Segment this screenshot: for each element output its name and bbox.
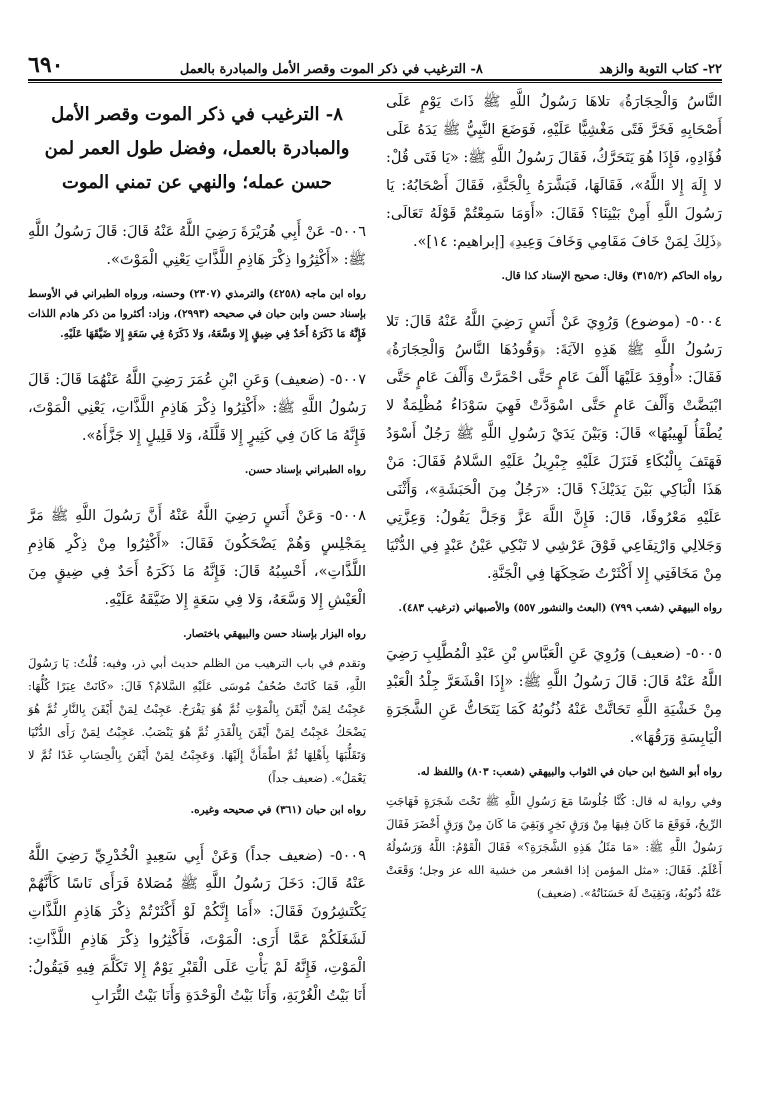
hadith-5005: ٥٠٠٥- (ضعيف) وَرُوِيَ عَنِ الْعَبَّاسِ بْنِ عَبْدِ الْمُطَّلِبِ رَضِيَ اللَّهُ عَنْهُ قَالَ: قَالَ رَسُولُ اللَّهِ ﷺ: «إِذَا اقْشَعَرَّ جِلْدُ الْعَبْدِ مِنْ خَشْيَةِ اللَّهِ تَحَاتَّتْ عَنْهُ ذُنُوبُهُ كَمَا يَتَحَاتُّ عَنِ الشَّجَرَةِ الْيَابِسَةِ وَرَقُهَا».	[386, 646, 722, 746]
chapter-title: ٨- الترغيب في ذكر الموت وقصر الأمل والمبادرة بالعمل، وفضل طول العمر لمن حسن عمله؛ والنهي عن تمني الموت	[44, 104, 350, 193]
spacer	[28, 828, 366, 842]
hadith-5007: ٥٠٠٧- (ضعيف) وَعَنِ ابْنِ عُمَرَ رَضِيَ اللَّهُ عَنْهُمَا قَالَ: قَالَ رَسُولُ اللَّهِ ﷺ: «أَكْثِرُوا ذِكْرَ هَاذِمِ اللَّذَّاتِ، يَعْنِي الْمَوْتَ، فَإِنَّهُ مَا كَانَ فِي كَثِيرٍ إِلا قَلَّلَهُ، وَلا قَلِيلٍ إِلا جَزَّأَهُ».	[28, 372, 366, 444]
hadith-5004-source: رواه البيهقي (شعب ٧٩٩) (البعث والنشور ٥٥٧) والأصبهاني (ترغيب ٤٨٣).	[398, 602, 722, 614]
running-header	[28, 50, 722, 76]
spacer	[386, 626, 722, 640]
hadith-5003-continued: النَّاسُ وَالْحِجَارَةُ﴾ تلاهَا رَسُولُ اللَّهِ ﷺ ذَاتَ يَوْمٍ عَلَى أَصْحَابِهِ فَخَرَّ فَتًى مَغْشِيًّا عَلَيْهِ، فَوَضَعَ النَّبِيُّ ﷺ يَدَهُ عَلَى فُؤَادِهِ، فَإِذَا هُوَ يَتَحَرَّكُ، فَقَالَ رَسُولُ اللَّهِ ﷺ: «يَا فَتَى قُلْ: لا إِلَهَ إِلا اللَّهُ»، فَقَالَهَا، فَبَشَّرَهُ بِالْجَنَّةِ، فَقَالَ أَصْحَابُهُ: يَا رَسُولَ اللَّهِ أَمِنْ بَيْنِنَا؟ فَقَالَ: «أَوَمَا سَمِعْتُمْ قَوْلَهُ تَعَالَى: ﴿ذَلِكَ لِمَنْ خَافَ مَقَامِي وَخَافَ وَعِيدِ﴾ [إبراهيم: ١٤]».	[386, 94, 722, 250]
hadith-5008-source: رواه البزار بإسناد حسن والبيهقي باختصار.	[183, 628, 366, 640]
hadith-5003-source: رواه الحاكم (٣١٥/٢) وقال: صحيح الإسناد كذا قال.	[501, 270, 722, 282]
hadith-5005-source: رواه أبو الشيخ ابن حبان في الثواب والبيهقي (شعب: ٨٠٣) واللفظ له.	[417, 766, 722, 778]
right-column	[386, 88, 722, 1100]
running-header-section: ٨- الترغيب في ذكر الموت وقصر الأمل والمبادرة بالعمل	[179, 62, 483, 77]
hadith-5006-source: رواه ابن ماجه (٤٢٥٨) والترمذي (٢٣٠٧) وحسنه، ورواه الطبراني في الأوسط بإسناد حسن وابن حبان في صحيحه (٢٩٩٣)، وزاد: أكثروا من ذكر هادم اللذات فَإِنَّهُ مَا ذَكَرَهُ أَحَدٌ فِي ضِيقٍ إِلا وَسَّعَهُ، وَلا ذَكَرَهُ فِي سَعَةٍ إِلا ضَيَّقَهَا عَلَيْهِ.	[28, 288, 366, 340]
hadith-5004: ٥٠٠٤- (موضوع) وَرُوِيَ عَنْ أَنَسٍ رَضِيَ اللَّهُ عَنْهُ قَالَ: تَلا رَسُولُ اللَّهِ ﷺ هَذِهِ الآيَةَ: ﴿وَقُودُهَا النَّاسُ وَالْحِجَارَةُ﴾ فَقَالَ: «أُوقِدَ عَلَيْهَا أَلْفَ عَامٍ حَتَّى احْمَرَّتْ وَأَلْفَ عَامٍ حَتَّى ابْيَضَّتْ وَأَلْفَ عَامٍ حَتَّى اسْوَدَّتْ فَهِيَ سَوْدَاءُ مُظْلِمَةٌ لا يُطْفَأُ لَهِيبُهَا» قَالَ: وَبَيْنَ يَدَيْ رَسُولِ اللَّهِ ﷺ رَجُلٌ أَسْوَدُ فَهَتَفَ بِالْبُكَاءِ فَنَزَلَ عَلَيْهِ جِبْرِيلُ عَلَيْهِ السَّلامُ فَقَالَ: مَنْ هَذَا الْبَاكِي بَيْنَ يَدَيْكَ؟ قَالَ: «رَجُلٌ مِنَ الْحَبَشَةِ»، وَأَثْنَى عَلَيْهِ مَعْرُوفًا، قَالَ: فَإِنَّ اللَّهَ عَزَّ وَجَلَّ يَقُولُ: وَعِزَّتِي وَجَلالِي وَارْتِفَاعِي فَوْقَ عَرْشِي لا تَبْكِي عَيْنُ عَبْدٍ فِي الدُّنْيَا مِنْ مَخَافَتِي إِلا أَكْثَرْتُ ضَحِكَهَا فِي الْجَنَّةِ.	[386, 314, 722, 582]
header-rule-thin	[28, 82, 722, 83]
spacer	[28, 488, 366, 502]
header-rule	[28, 79, 722, 81]
hadith-5006: ٥٠٠٦- عَنْ أَبِي هُرَيْرَةَ رَضِيَ اللَّهُ عَنْهُ قَالَ: قَالَ رَسُولُ اللَّهِ ﷺ: «أَكْثِرُوا ذِكْرَ هَاذِمِ اللَّذَّاتِ يَعْنِي الْمَوْتَ».	[28, 224, 366, 268]
hadith-5008-note: وتقدم في باب الترهيب من الظلم حديث أبي ذر، وفيه: قُلْتُ: يَا رَسُولَ اللَّهِ، فَمَا كَانَتْ صُحُفُ مُوسَى عَلَيْهِ السَّلامُ؟ قَالَ: «كَانَتْ عِبَرًا كُلُّهَا: عَجِبْتُ لِمَنْ أَيْقَنَ بِالْمَوْتِ ثُمَّ هُوَ يَفْرَحُ. عَجِبْتُ لِمَنْ أَيْقَنَ بِالنَّارِ ثُمَّ هُوَ يَضْحَكُ عَجِبْتُ لِمَنْ أَيْقَنَ بِالْقَدَرِ ثُمَّ هُوَ يَنْصَبُ. عَجِبْتُ لِمَنْ رَأَى الدُّنْيَا وَتَقَلُّبَهَا بِأَهْلِهَا ثُمَّ اطْمَأَنَّ إِلَيْهَا. وَعَجِبْتُ لِمَنْ أَيْقَنَ بِالْحِسَابِ غَدًا ثُمَّ لا يَعْمَلُ». (ضعيف جداً)	[28, 656, 366, 785]
running-header-chapter: ٢٢- كتاب التوبة والزهد	[599, 62, 722, 77]
spacer	[386, 294, 722, 308]
hadith-5005-variant: وفي رواية له قال: كُنَّا جُلُوسًا مَعَ رَسُولِ اللَّهِ ﷺ تَحْتَ شَجَرَةٍ فَهَاجَتِ الرِّيحُ، فَوَقَعَ مَا كَانَ فِيهَا مِنْ وَرَقٍ نَخِرٍ وَبَقِيَ مَا كَانَ مِنْ وَرَقٍ أَخْضَرَ فَقَالَ رَسُولُ اللَّهِ ﷺ: «مَا مَثَلُ هَذِهِ الشَّجَرَةِ؟» فَقَالَ الْقَوْمُ: اللَّهُ وَرَسُولُهُ أَعْلَمُ. فَقَالَ: «مثل المؤمن إذا اقشعر من خشية الله عز وجل؛ وَقَعَتْ عَنْهُ ذُنُوبُهُ، وَبَقِيَتْ لَهُ حَسَنَاتُهُ». (ضعيف)	[386, 794, 722, 900]
hadith-5007-source: رواه الطبراني بإسناد حسن.	[244, 464, 366, 476]
hadith-5008-note-source: رواه ابن حبان (٣٦١) في صحيحه وغيره.	[190, 804, 366, 816]
left-column	[28, 88, 366, 1100]
hadith-5008: ٥٠٠٨- وَعَنْ أَنَسٍ رَضِيَ اللَّهُ عَنْهُ أَنَّ رَسُولَ اللَّهِ ﷺ مَرَّ بِمَجْلِسٍ وَهُمْ يَضْحَكُونَ فَقَالَ: «أَكْثِرُوا مِنْ ذِكْرِ هَاذِمِ اللَّذَّاتِ»، أَحْسِبُهُ قَالَ: فَإِنَّهُ مَا ذَكَرَهُ أَحَدٌ فِي ضِيقٍ مِنَ الْعَيْشِ إِلا وَسَّعَهُ، وَلا فِي سَعَةٍ إِلا ضَيَّقَهُ عَلَيْهِ.	[28, 508, 366, 608]
page-number: ٦٩٠	[28, 52, 64, 78]
spacer	[28, 352, 366, 366]
hadith-5009: ٥٠٠٩- (ضعيف جداً) وَعَنْ أَبِي سَعِيدٍ الْخُدْرِيِّ رَضِيَ اللَّهُ عَنْهُ قَالَ: دَخَلَ رَسُولُ اللَّهِ ﷺ مُصَلاهُ فَرَأَى نَاسًا كَأَنَّهُمْ يَكْتَشِرُونَ فَقَالَ: «أَمَا إِنَّكُمْ لَوْ أَكْثَرْتُمْ ذِكْرَ هَاذِمِ اللَّذَّاتِ لَشَغَلَكُمْ عَمَّا أَرَى: الْمَوْتَ، فَأَكْثِرُوا ذِكْرَ هَاذِمِ اللَّذَّاتِ: الْمَوْتِ، فَإِنَّهُ لَمْ يَأْتِ عَلَى الْقَبْرِ يَوْمٌ إِلا تَكَلَّمَ فِيهِ فَيَقُولُ: أَنَا بَيْتُ الْغُرْبَةِ، وَأَنَا بَيْتُ الْوَحْدَةِ وَأَنَا بَيْتُ التُّرَابِ	[28, 848, 366, 1004]
